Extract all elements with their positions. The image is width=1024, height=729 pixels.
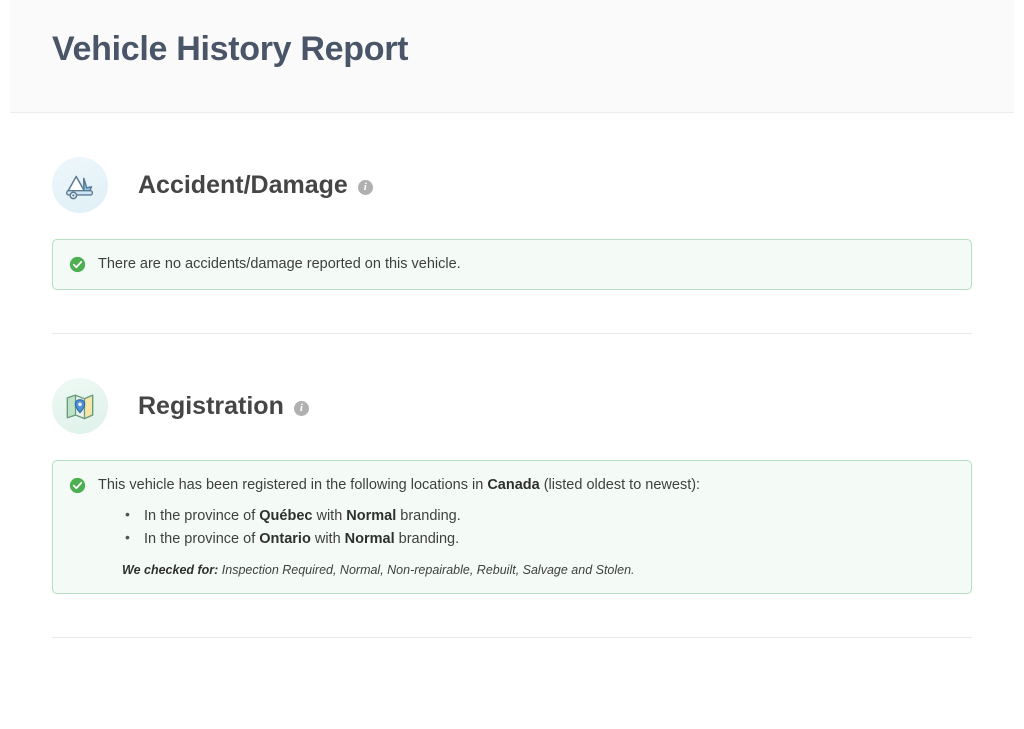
item-province: Québec: [259, 508, 313, 525]
checked-for-note: [98, 561, 700, 579]
info-icon[interactable]: i: [294, 401, 309, 416]
item-branding: Normal: [346, 508, 397, 525]
registration-country: Canada: [487, 477, 540, 494]
registration-lead-suffix: (listed oldest to newest):: [539, 477, 701, 494]
registration-alert: [52, 460, 972, 594]
item-middle: with: [312, 508, 347, 525]
registration-lead: [98, 475, 700, 496]
section-header-accident-damage: [52, 113, 972, 213]
accident-damage-alert-text: There are no accidents/damage reported on this vehicle.: [98, 256, 461, 272]
section-title-text: Registration: [138, 391, 284, 420]
info-icon[interactable]: i: [358, 180, 373, 195]
checked-for-label: We checked for:: [122, 562, 219, 577]
item-middle: with: [310, 530, 345, 547]
report-header: [10, 0, 1014, 113]
car-damage-icon: [52, 157, 108, 213]
check-circle-icon: [69, 477, 86, 494]
item-prefix: In the province of: [144, 508, 260, 525]
registration-alert-body: [98, 475, 700, 579]
checked-for-values: Inspection Required, Normal, Non-repairable, Rebuilt, Salvage and Stolen.: [218, 562, 635, 577]
section-registration: [10, 334, 1014, 594]
left-gutter: [0, 0, 10, 729]
registration-list: [98, 505, 700, 550]
accident-damage-alert: [52, 239, 972, 290]
registration-lead-prefix: This vehicle has been registered in the following locations in: [98, 477, 488, 494]
bottom-spacer: [10, 638, 1014, 656]
list-item: [122, 528, 700, 550]
page-title: Vehicle History Report: [52, 30, 409, 68]
section-header-registration: [52, 334, 972, 434]
item-branding: Normal: [344, 530, 395, 547]
item-prefix: In the province of: [144, 530, 260, 547]
section-title-text: Accident/Damage: [138, 170, 348, 199]
item-province: Ontario: [259, 530, 311, 547]
report-content: [10, 113, 1014, 656]
list-item: [122, 505, 700, 527]
item-suffix: branding.: [394, 530, 460, 547]
check-circle-icon: [69, 256, 86, 273]
section-title-registration: [138, 392, 309, 421]
section-accident-damage: [10, 113, 1014, 290]
item-suffix: branding.: [396, 508, 461, 525]
section-title-accident-damage: [138, 171, 373, 200]
map-location-icon: [52, 378, 108, 434]
